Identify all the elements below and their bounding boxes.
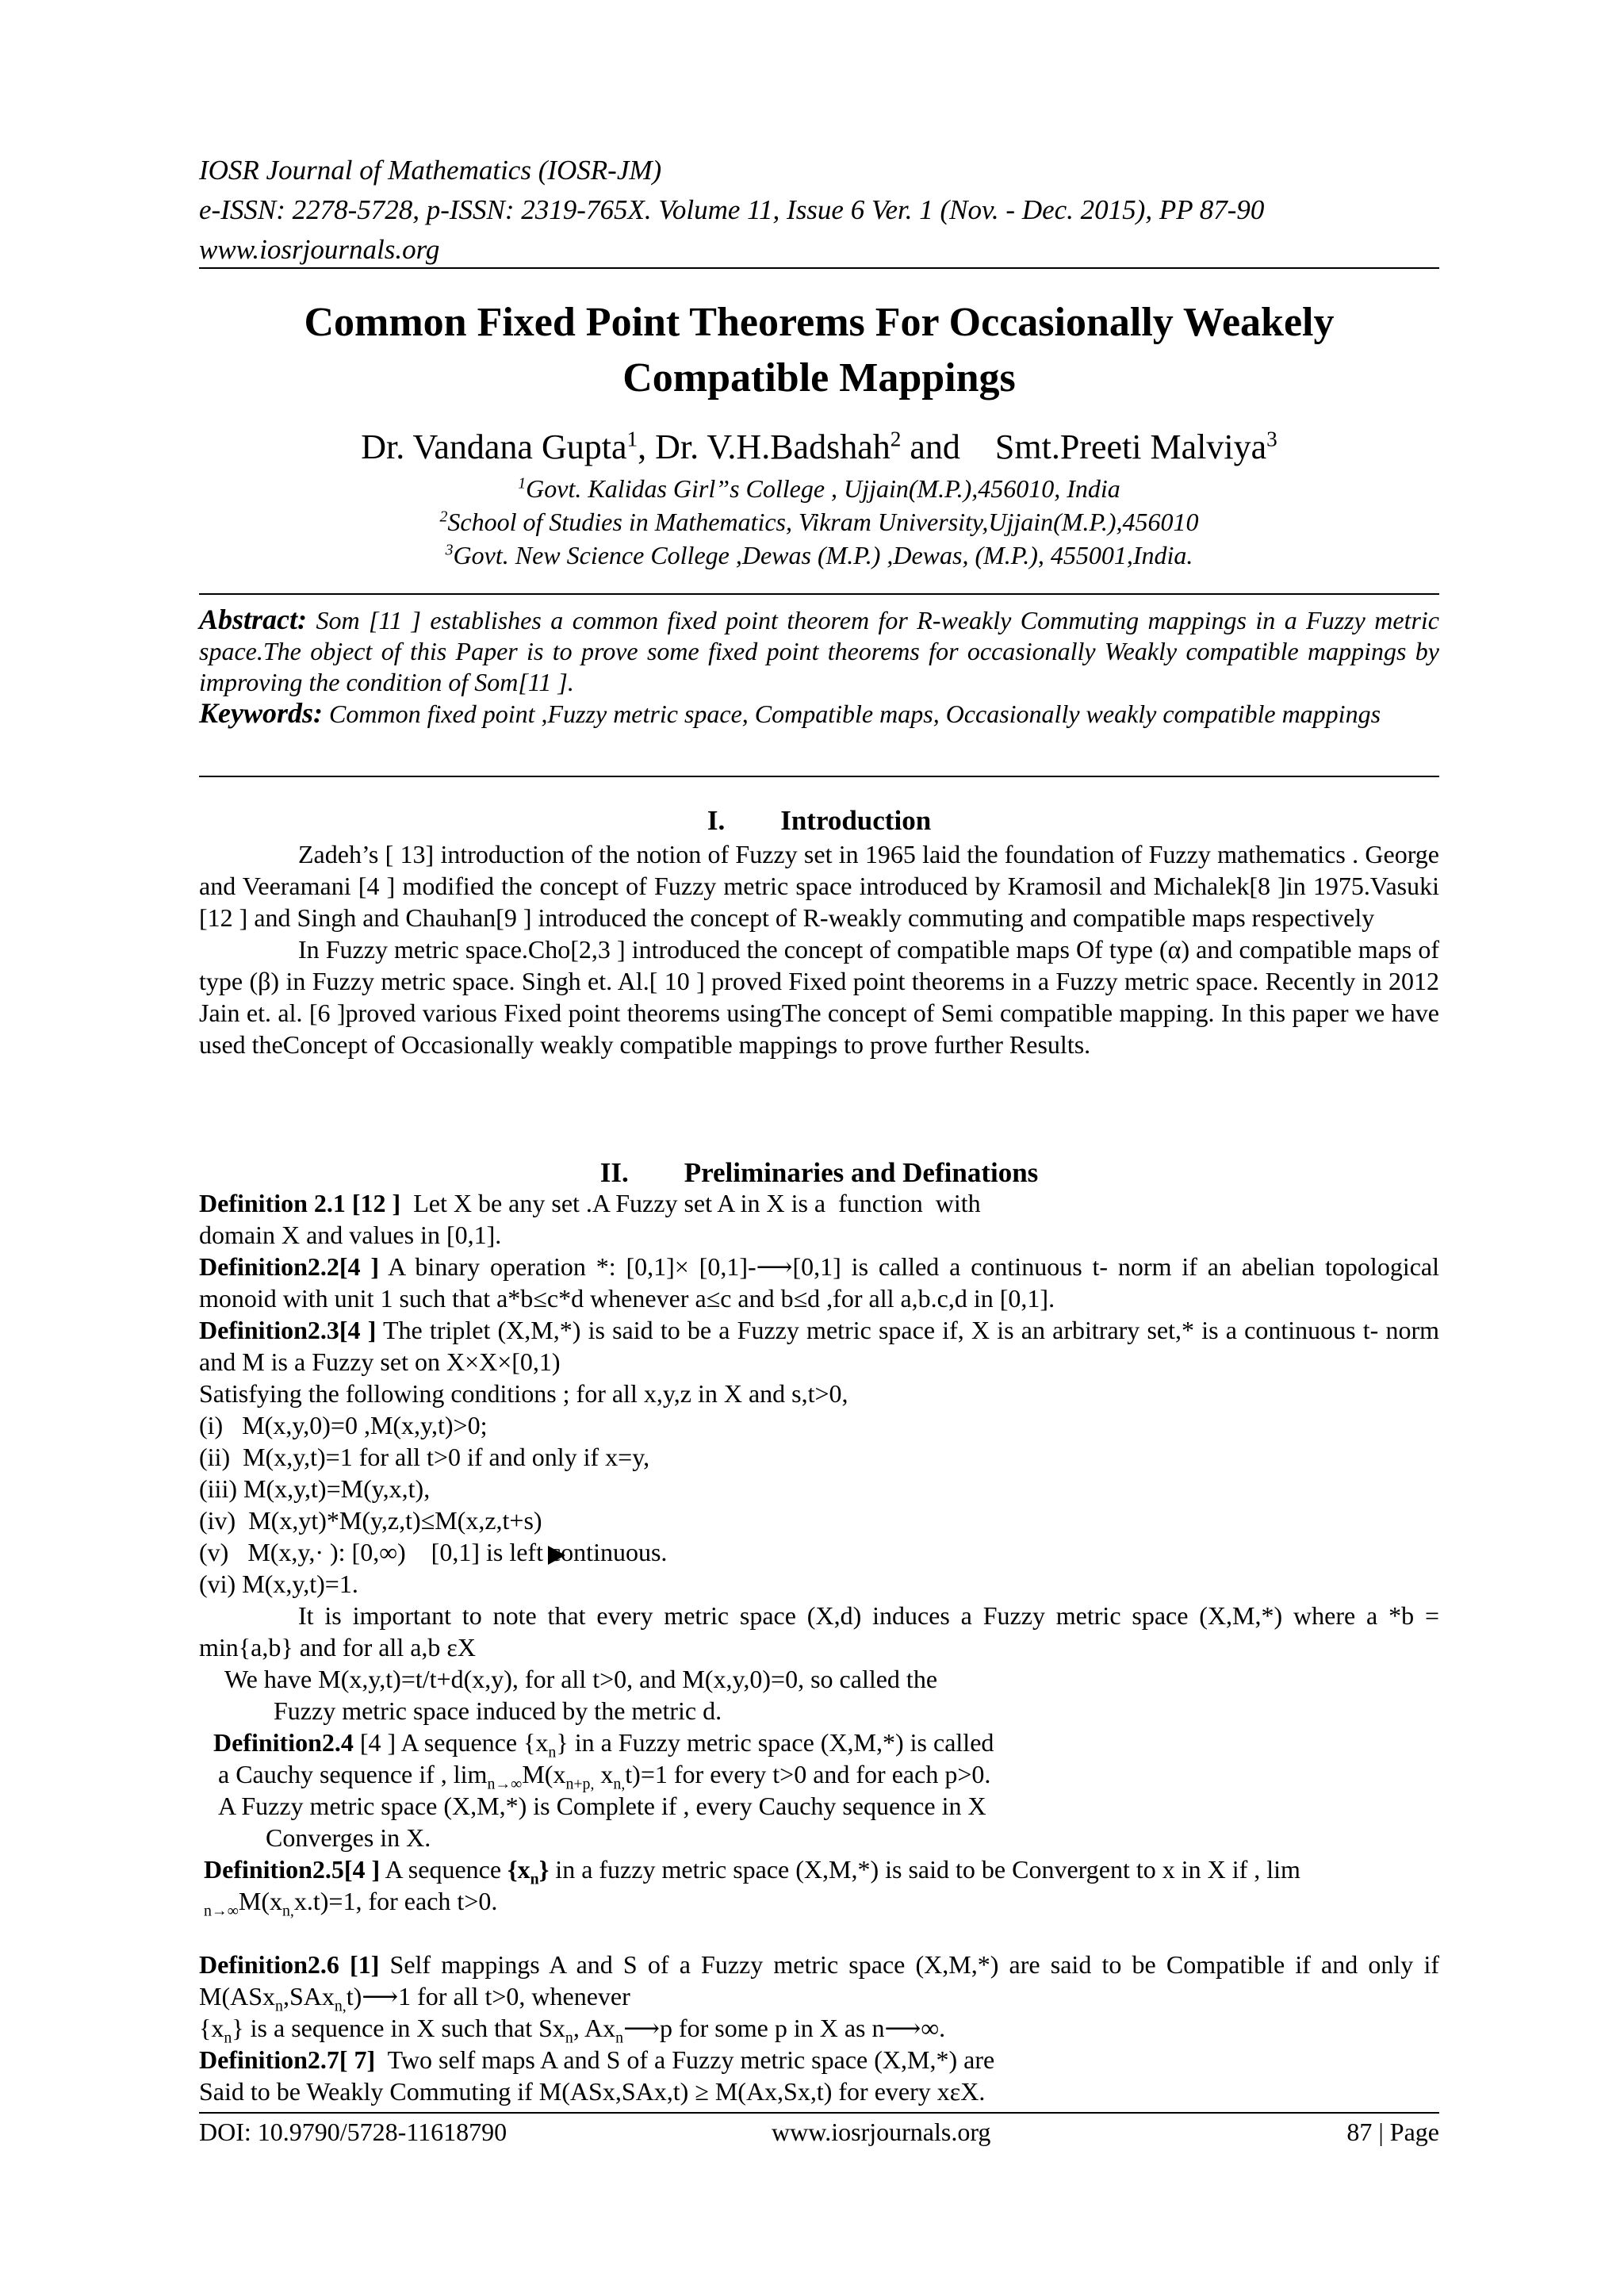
def-2-4-text-d: M(x xyxy=(522,1760,566,1788)
def-2-5-sub-limit: n→∞ xyxy=(204,1902,239,1920)
def-2-6-text-c: t)⟶1 for all t>0, whenever xyxy=(346,1982,630,2010)
def-2-3 xyxy=(199,1314,1439,1378)
affiliation-2 xyxy=(199,505,1439,539)
def-2-7-line-1 xyxy=(199,2044,1439,2076)
abstract-block xyxy=(199,604,1439,730)
def-2-4-text-a: [4 ] A sequence {x xyxy=(353,1728,549,1757)
header-rule xyxy=(199,267,1439,269)
footer-rule xyxy=(199,2112,1439,2114)
abstract-bottom-rule xyxy=(199,776,1439,777)
def-2-5 xyxy=(199,1853,1439,1920)
affiliation-2-text: School of Studies in Mathematics, Vikram University,Ujjain(M.P.),456010 xyxy=(447,508,1199,536)
def-2-5-label: Definition2.5[4 ] xyxy=(204,1855,381,1884)
journal-issn: e-ISSN: 2278-5728, p-ISSN: 2319-765X. Volume 11, Issue 6 Ver. 1 (Nov. - Dec. 2015), PP 87-90 xyxy=(199,194,1265,225)
metric-note-1: It is important to note that every metric space (X,d) induces a Fuzzy metric space (X,M,*) where a *b = min{a,b} and for all a,b εX xyxy=(199,1601,1439,1662)
def-2-6-text-a: Self mappings A and S of a Fuzzy metric space (X,M,*) are said to be Compatible if and only if M(ASx xyxy=(199,1950,1440,2010)
def-2-3-text: The triplet (X,M,*) is said to be a Fuzzy metric space if, X is an arbitrary set,* is a continuous t- norm and M is a Fuzzy set on X×X×[0,1) xyxy=(199,1316,1440,1376)
affiliation-3-sup: 3 xyxy=(445,541,454,559)
def-2-4-text-f: t)=1 for every t>0 and for each p>0. xyxy=(625,1760,991,1788)
affiliation-1-sup: 1 xyxy=(518,474,527,493)
def-2-6-sub-n1: n xyxy=(275,1997,283,2015)
def-2-5-text-a: A sequence xyxy=(380,1855,508,1884)
def-2-5-text-c: M(x xyxy=(238,1887,282,1915)
def-2-2-label: Definition2.2[4 ] xyxy=(199,1252,380,1281)
author-3: and Smt.Preeti Malviya xyxy=(901,427,1267,466)
footer-website: www.iosrjournals.org xyxy=(772,2118,991,2146)
section-1-number: I. xyxy=(707,805,726,836)
def-2-7-text-a: Two self maps A and S of a Fuzzy metric space (X,M,*) are xyxy=(375,2045,995,2074)
paper-title xyxy=(199,295,1439,406)
def-2-6-sub-n3: n xyxy=(565,2029,573,2047)
def-2-7-text-b: Said to be Weakly Commuting if M(ASx,SAx,t) ≥ M(Ax,Sx,t) for every xεX. xyxy=(199,2077,986,2106)
condition-iii: (iii) M(x,y,t)=M(y,x,t), xyxy=(199,1474,431,1503)
def-2-4-sub-limit: n→∞ xyxy=(487,1775,523,1793)
def-2-6 xyxy=(199,1949,1440,2015)
def-2-6-text-f: ⟶p for some p in X as n⟶∞. xyxy=(623,2014,946,2042)
def-2-2 xyxy=(199,1251,1439,1314)
def-2-4-line-1 xyxy=(199,1727,1439,1761)
metric-note-3: Fuzzy metric space induced by the metric d. xyxy=(274,1696,722,1725)
author-1: Dr. Vandana Gupta xyxy=(361,427,627,466)
def-2-6-sub-n2: n, xyxy=(334,1997,347,2015)
def-2-1-line-1 xyxy=(199,1187,1439,1219)
title-line-2: Compatible Mappings xyxy=(622,355,1016,401)
section-1-title: Introduction xyxy=(780,805,932,836)
footer-page-number: 87 | Page xyxy=(1346,2118,1439,2146)
author-3-sup: 3 xyxy=(1266,427,1277,451)
def-2-6-line-2 xyxy=(199,2012,1439,2047)
section-2-number: II. xyxy=(599,1157,629,1188)
def-2-4-text-b: } in a Fuzzy metric space (X,M,*) is called xyxy=(556,1728,994,1757)
author-list xyxy=(199,424,1439,470)
def-2-1-text-2: domain X and values in [0,1]. xyxy=(199,1221,502,1249)
author-1-sup: 1 xyxy=(626,427,638,451)
def-2-3-label: Definition2.3[4 ] xyxy=(199,1316,377,1344)
def-2-6-text-b: ,SAx xyxy=(282,1982,335,2010)
condition-vi: (vi) M(x,y,t)=1. xyxy=(199,1570,358,1598)
journal-website: www.iosrjournals.org xyxy=(199,234,440,265)
section-2-body xyxy=(199,1187,1439,2107)
abstract-top-rule xyxy=(199,593,1439,595)
section-2-heading xyxy=(199,1157,1439,1189)
def-2-7-label: Definition2.7[ 7] xyxy=(199,2045,376,2074)
def-2-4-text-g: A Fuzzy metric space (X,M,*) is Complete if , every Cauchy sequence in X xyxy=(218,1792,986,1820)
def-2-6-label: Definition2.6 [1] xyxy=(199,1950,380,1979)
section-1-heading xyxy=(199,805,1439,837)
condition-iv: (iv) M(x,yt)*M(y,z,t)≤M(x,z,t+s) xyxy=(199,1506,542,1535)
mouse-pointer-icon xyxy=(548,1546,565,1565)
intro-paragraph-2: In Fuzzy metric space.Cho[2,3 ] introduced the concept of compatible maps Of type (α) and compatible maps of type (β) in Fuzzy metric space. Singh et. Al.[ 10 ] proved Fixed point theorems in a Fuzzy metric space. Recently in 2012 Jain et. al. [6 ]proved various Fixed point theorems usingThe concept of Semi compatible mapping. In this paper we have used theConcept of Occasionally weakly compatible mappings to prove further Results. xyxy=(199,935,1439,1059)
spacer xyxy=(199,1917,1439,1949)
def-2-4-text-e: x xyxy=(594,1760,614,1788)
affiliation-3-text: Govt. New Science College ,Dewas (M.P.) ,Dewas, (M.P.), 455001,India. xyxy=(453,541,1193,569)
def-2-5-sub-n: n, xyxy=(282,1902,294,1920)
def-2-5-text-b: in a fuzzy metric space (X,M,*) is said to be Convergent to x in X if , lim xyxy=(549,1855,1300,1884)
def-2-6-sub-n4: n xyxy=(615,2029,624,2047)
section-2-title: Preliminaries and Definations xyxy=(684,1157,1039,1188)
section-1-body xyxy=(199,838,1439,1060)
def-2-6-text-e: , Ax xyxy=(573,2014,616,2042)
condition-v-row xyxy=(199,1536,1439,1568)
footer-doi: DOI: 10.9790/5728-11618790 xyxy=(199,2118,508,2146)
keywords-text: Common fixed point ,Fuzzy metric space, Compatible maps, Occasionally weakly compatible mappings xyxy=(329,700,1381,728)
affiliation-1-text: Govt. Kalidas Girl”s College , Ujjain(M.P.),456010, India xyxy=(526,474,1120,503)
metric-note-2: We have M(x,y,t)=t/t+d(x,y), for all t>0, and M(x,y,0)=0, so called the xyxy=(224,1665,938,1693)
def-2-6-seq: {$x_n$ xyxy=(199,2014,232,2047)
affiliation-1 xyxy=(199,472,1439,505)
def-2-4-text-h: Converges in X. xyxy=(266,1823,431,1852)
def-2-6-text-d: } is a sequence in X such that Sx xyxy=(232,2014,565,2042)
def-2-1-label: Definition 2.1 [12 ] xyxy=(199,1189,401,1217)
title-line-1: Common Fixed Point Theorems For Occasionally Weakely xyxy=(304,300,1335,345)
abstract-label: Abstract: xyxy=(199,604,308,635)
keywords-label: Keywords: xyxy=(199,697,323,729)
def-2-4-sub-n2: n, xyxy=(613,1775,626,1793)
def-2-2-text: A binary operation *: [0,1]× [0,1]-⟶[0,1] is called a continuous t- norm if an abelian topological monoid with unit 1 such that a*b≤c*d whenever a≤c and b≤d ,for all a,b.c,d in [0,1]. xyxy=(199,1252,1440,1313)
intro-paragraph-1: Zadeh’s [ 13] introduction of the notion of Fuzzy set in 1965 laid the foundation of Fuzzy mathematics . George and Veeramani [4 ] modified the concept of Fuzzy metric space introduced by Kramosil and Michalek[8 ]in 1975.Vasuki [12 ] and Singh and Chauhan[9 ] introduced the concept of R-weakly commuting and compatible maps respectively xyxy=(199,840,1439,932)
author-2: , Dr. V.H.Badshah xyxy=(638,427,891,466)
journal-name: IOSR Journal of Mathematics (IOSR-JM) xyxy=(199,155,662,186)
def-2-5-sequence: $\{x_n\}$ xyxy=(508,1855,550,1888)
abstract-text: Som [11 ] establishes a common fixed point theorem for R-weakly Commuting mappings in a Fuzzy metric space.The object of this Paper is to prove some fixed point theorems for occasionally Weakly compatible mappings by improving the condition of Som[11 ]. xyxy=(199,606,1440,696)
author-2-sup: 2 xyxy=(890,427,902,451)
def-2-1-text-1: Let X be any set .A Fuzzy set A in X is a function with xyxy=(400,1189,981,1217)
conditions-intro: Satisfying the following conditions ; for all x,y,z in X and s,t>0, xyxy=(199,1379,848,1408)
condition-ii: (ii) M(x,y,t)=1 for all t>0 if and only if x=y, xyxy=(199,1443,650,1471)
affiliation-2-sup: 2 xyxy=(439,508,448,526)
condition-i: (i) M(x,y,0)=0 ,M(x,y,t)>0; xyxy=(199,1411,488,1439)
def-2-4-line-2 xyxy=(199,1758,1439,1793)
affiliation-3 xyxy=(199,539,1439,572)
def-2-5-text-d: x.t)=1, for each t>0. xyxy=(293,1887,498,1915)
def-2-4-sub-n: n xyxy=(548,1743,557,1761)
def-2-4-sub-np: n+p, xyxy=(565,1775,595,1793)
def-2-4-label: Definition2.4 xyxy=(213,1728,354,1757)
condition-v: (v) M(x,y,· ): [0,∞) [0,1] is left continuous. xyxy=(199,1538,668,1566)
def-2-4-text-c: a Cauchy sequence if , lim xyxy=(218,1760,488,1788)
journal-header xyxy=(199,151,1439,270)
